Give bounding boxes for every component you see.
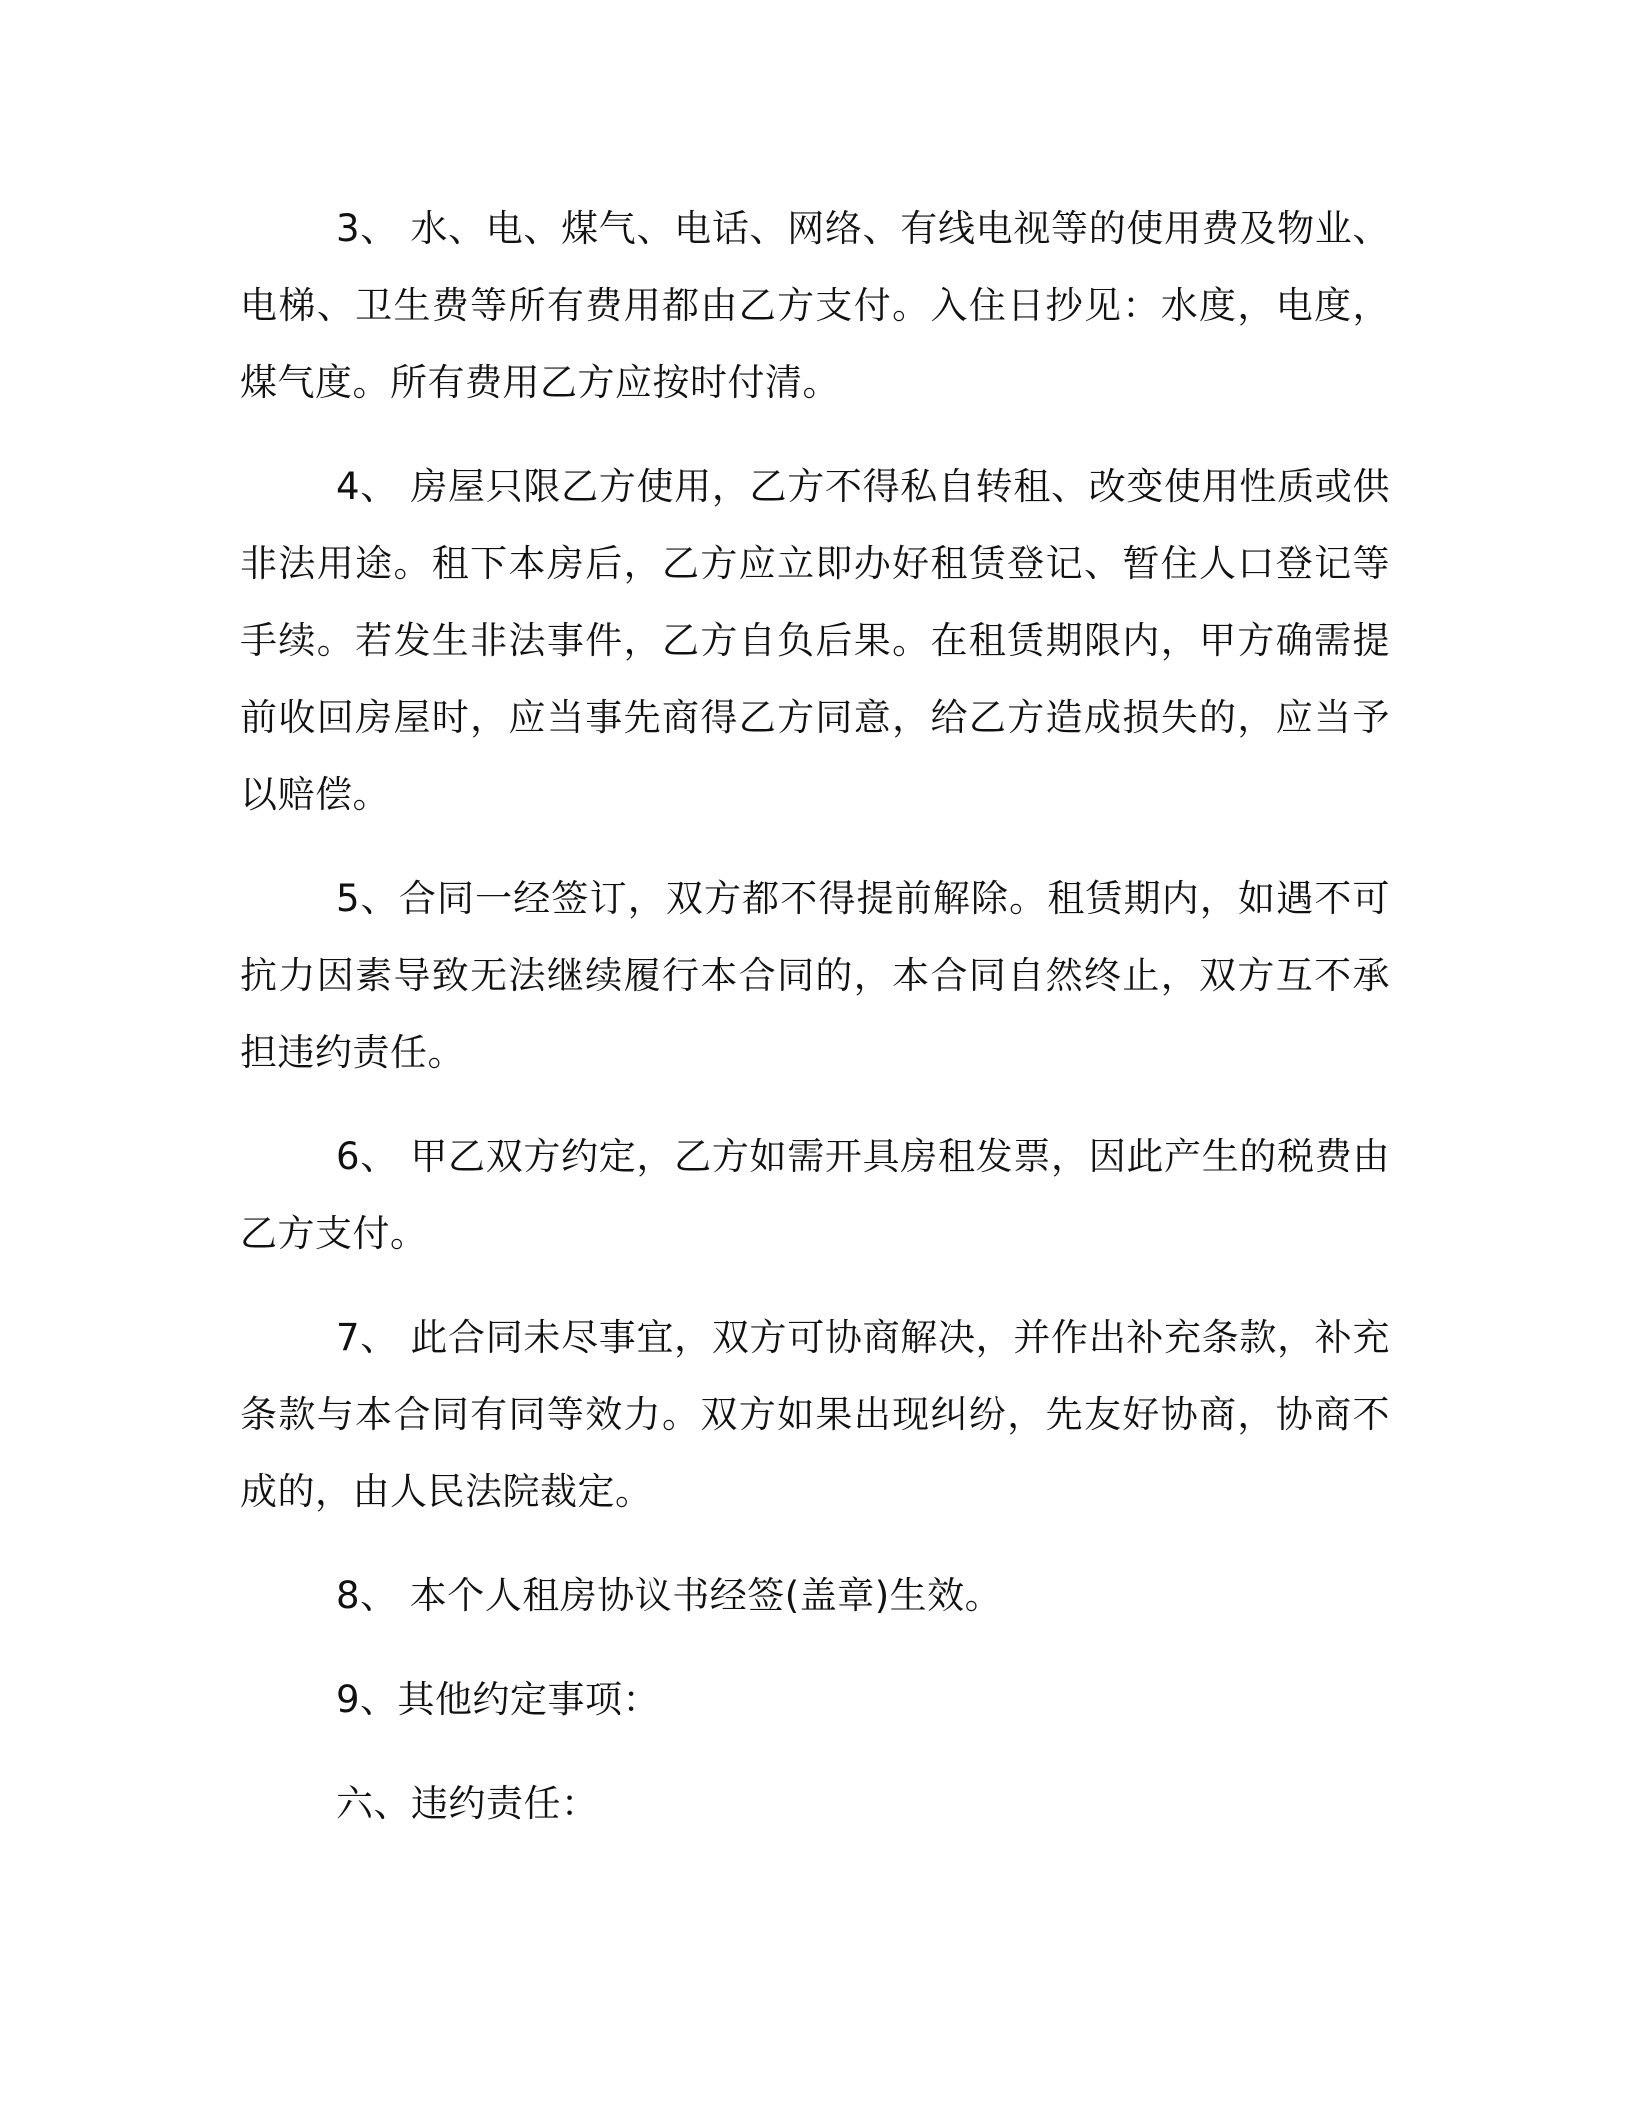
clause-5-termination: 5、合同一经签订，双方都不得提前解除。租赁期内，如遇不可抗力因素导致无法继续履行本合同的，本合同自然终止，双方互不承担违约责任。 (240, 877, 1390, 1074)
clause-9-other: 9、其他约定事项： (336, 1678, 661, 1721)
clause-8-effective: 8、 本个人租房协议书经签(盖章)生效。 (336, 1574, 1003, 1617)
clause-6-invoice: 6、 甲乙双方约定，乙方如需开具房租发票，因此产生的税费由乙方支付。 (240, 1135, 1390, 1255)
clause-7-disputes: 7、 此合同未尽事宜，双方可协商解决，并作出补充条款，补充条款与本合同有同等效力。双方如果出现纠纷，先友好协商，协商不成的，由人民法院裁定。 (240, 1316, 1390, 1513)
clause-4-usage: 4、 房屋只限乙方使用，乙方不得私自转租、改变使用性质或供非法用途。租下本房后，乙方应立即办好租赁登记、暂住人口登记等手续。若发生非法事件，乙方自负后果。在租赁期限内，甲方确需提前收回房屋时，应当事先商得乙方同意，给乙方造成损失的，应当予以赔偿。 (240, 465, 1390, 816)
section-heading-liability: 六、违约责任： (336, 1782, 599, 1825)
document-body (240, 190, 1390, 1869)
clause-3-utilities: 3、 水、电、煤气、电话、网络、有线电视等的使用费及物业、电梯、卫生费等所有费用都由乙方支付。入住日抄见：水度，电度，煤气度。所有费用乙方应按时付清。 (240, 207, 1390, 404)
